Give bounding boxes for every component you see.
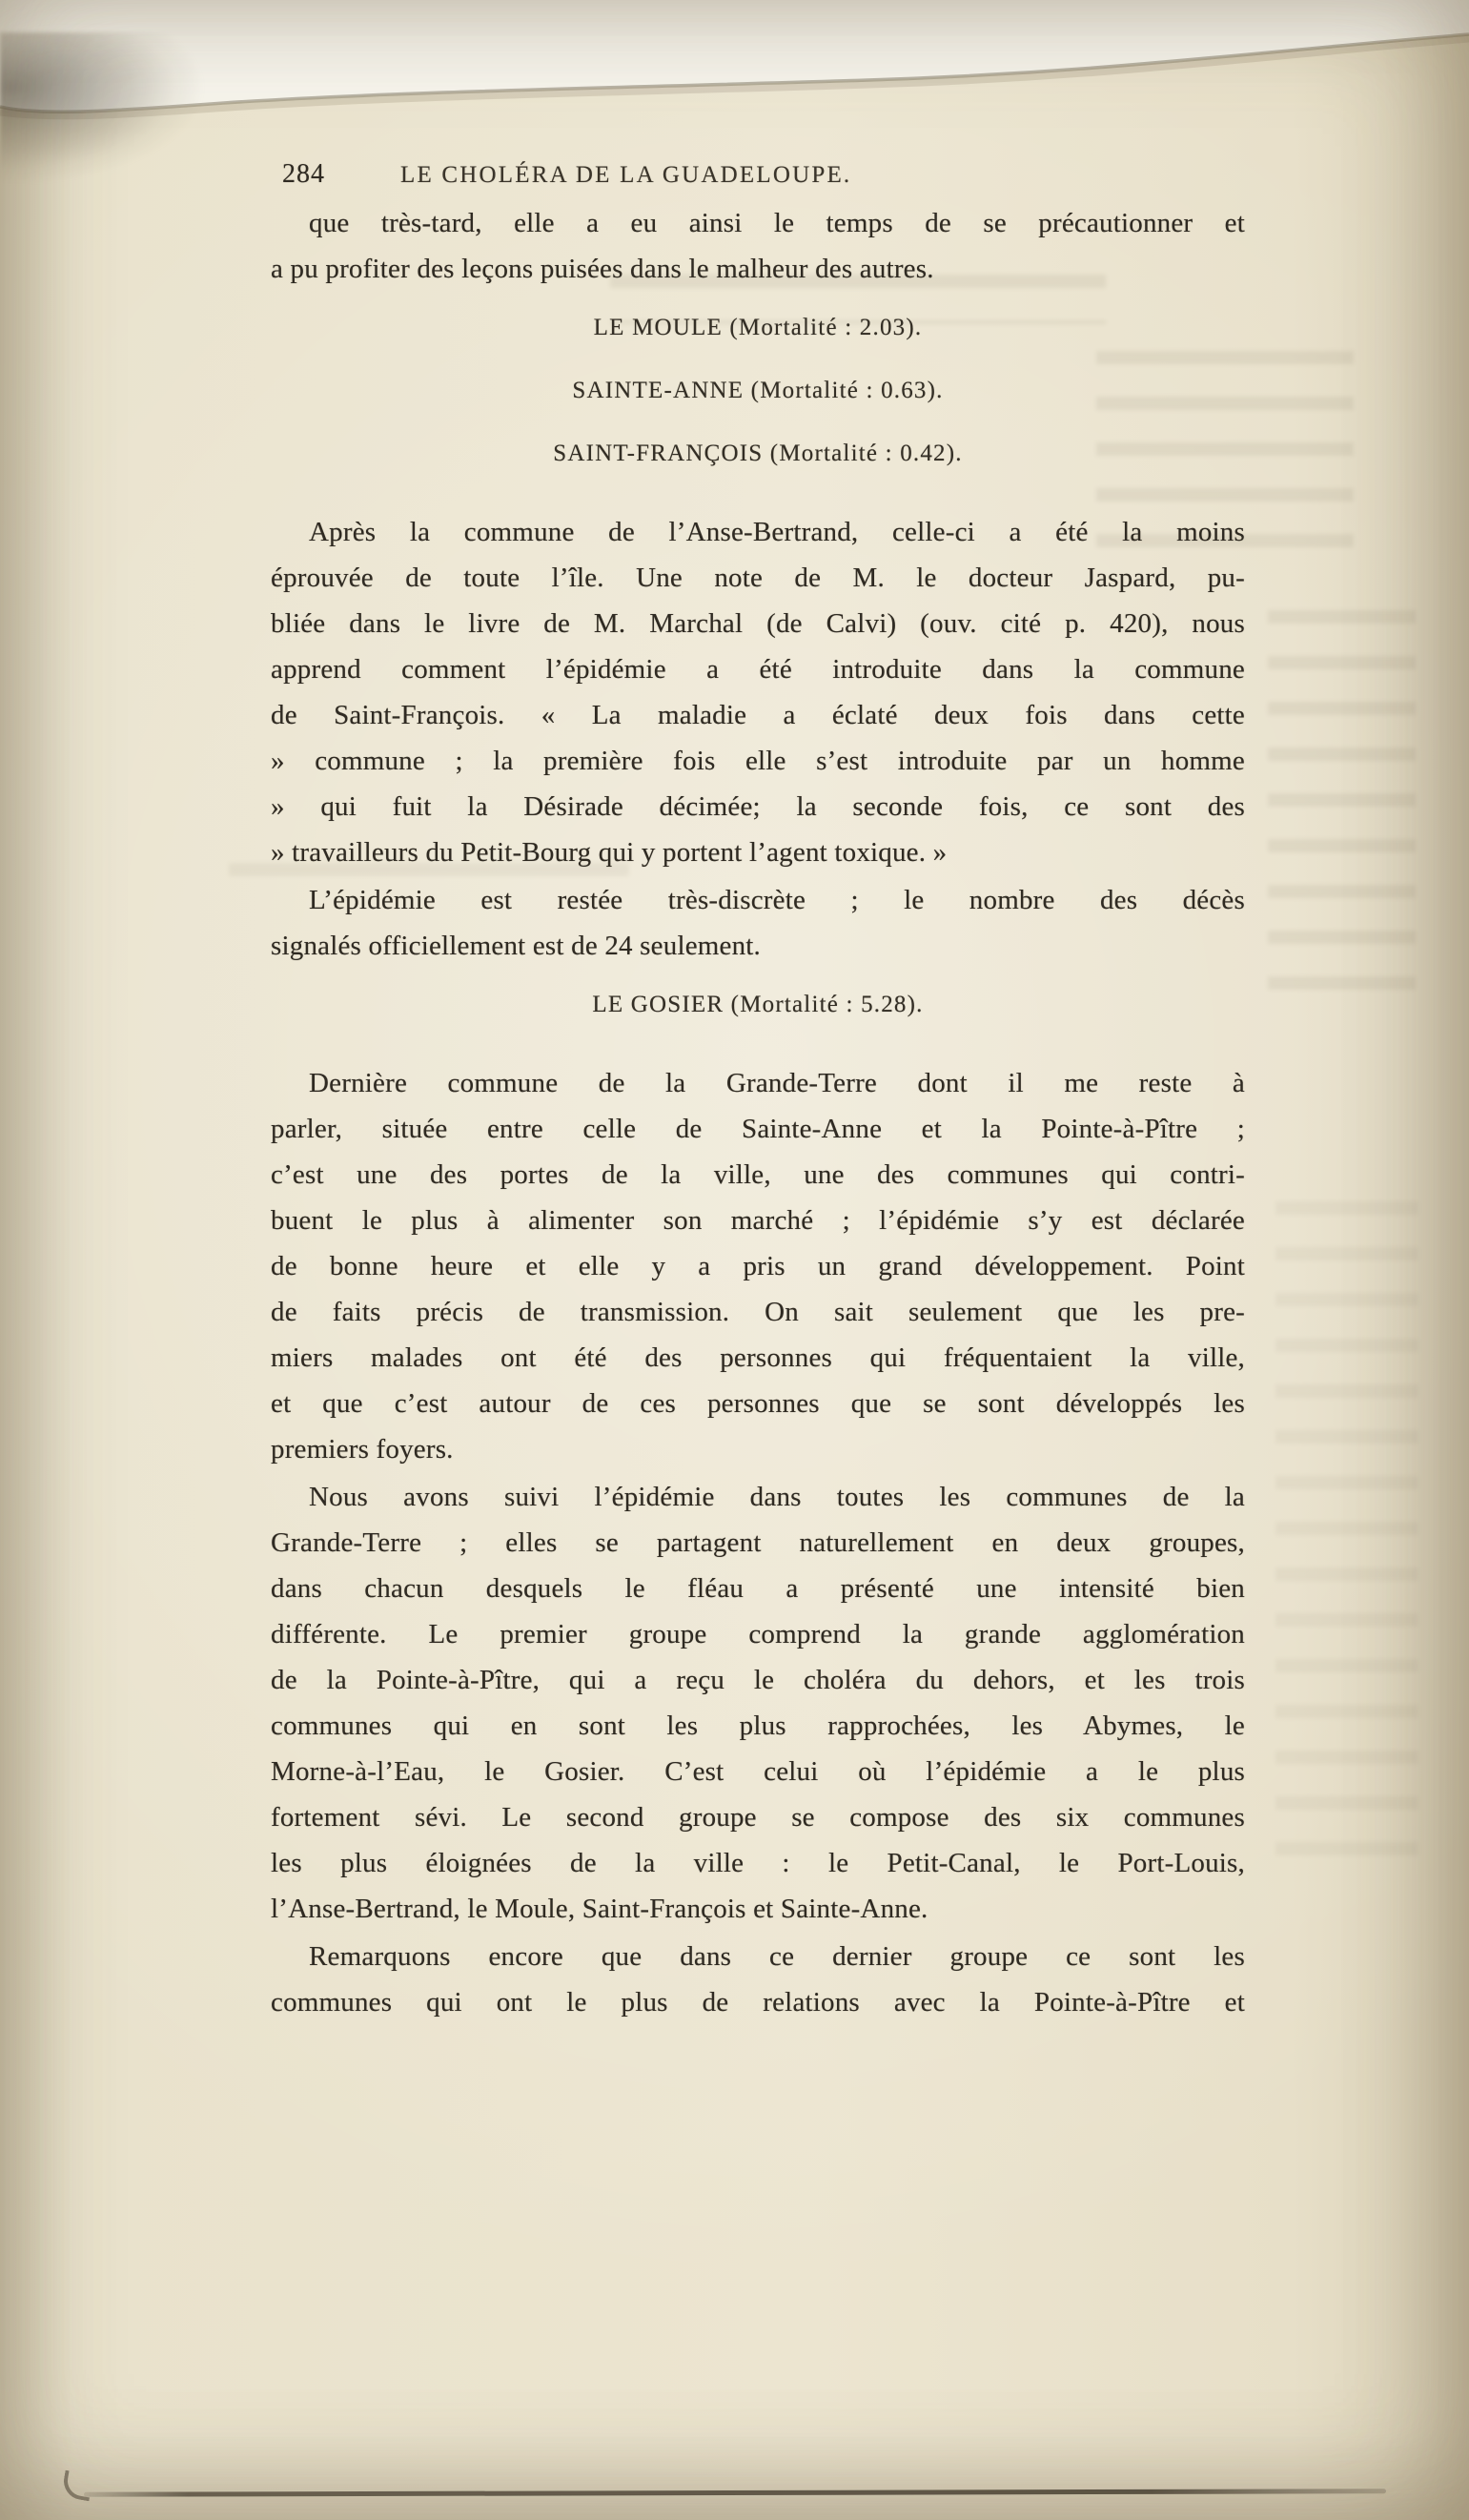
text-line: l’Anse-Bertrand, le Moule, Saint-François et Sainte-Anne. <box>271 1894 928 1924</box>
text-line: les plus éloignées de la ville : le Petit-Canal, le Port-Louis, <box>271 1848 1245 1878</box>
paragraph <box>271 877 1245 969</box>
text-line: signalés officiellement est de 24 seulement. <box>271 931 762 961</box>
text-line: c’est une des portes de la ville, une des communes qui contri- <box>271 1159 1245 1190</box>
text-line: parler, située entre celle de Sainte-Anne et la Pointe-à-Pître ; <box>271 1114 1245 1144</box>
running-head-row <box>271 158 1245 191</box>
text-line: premiers foyers. <box>271 1434 454 1465</box>
paragraph <box>271 1934 1245 2025</box>
text-line: a pu profiter des leçons puisées dans le malheur des autres. <box>271 254 934 284</box>
page-top-edge <box>0 0 1469 143</box>
text-flow <box>271 200 1245 2025</box>
text-line: Nous avons suivi l’épidémie dans toutes les communes de la <box>309 1482 1245 1512</box>
bleed-through-smudge <box>1268 610 1416 1020</box>
section-heading: SAINTE-ANNE (Mortalité : 0.63). <box>572 378 944 403</box>
bottom-edge-curl <box>61 2470 93 2502</box>
text-line: bliée dans le livre de M. Marchal (de Calvi) (ouv. cité p. 420), nous <box>271 608 1245 639</box>
text-line: et que c’est autour de ces personnes que se sont développés les <box>271 1388 1245 1419</box>
text-line: différente. Le premier groupe comprend la grande agglomération <box>271 1619 1245 1649</box>
section-heading: LE MOULE (Mortalité : 2.03). <box>593 315 923 340</box>
text-line: » qui fuit la Désirade décimée; la seconde fois, ce sont des <box>271 791 1245 822</box>
next-page-edge-line <box>84 2489 1386 2497</box>
text-line: communes qui ont le plus de relations avec la Pointe-à-Pître et <box>271 1987 1245 2018</box>
text-line: de bonne heure et elle y a pris un grand développement. Point <box>271 1251 1245 1281</box>
running-header: LE CHOLÉRA DE LA GUADELOUPE. <box>400 162 852 188</box>
text-block <box>271 158 1245 2025</box>
bleed-through-smudge <box>1275 1201 1418 1888</box>
section-heading: SAINT-FRANÇOIS (Mortalité : 0.42). <box>553 440 963 466</box>
text-line: que très-tard, elle a eu ainsi le temps de se précautionner et <box>309 208 1245 238</box>
section-heading: LE GOSIER (Mortalité : 5.28). <box>592 992 924 1017</box>
page-number: 284 <box>282 159 325 189</box>
text-line: miers malades ont été des personnes qui fréquentaient la ville, <box>271 1342 1245 1373</box>
text-line: Morne-à-l’Eau, le Gosier. C’est celui où l’épidémie a le plus <box>271 1756 1245 1787</box>
text-line: apprend comment l’épidémie a été introduite dans la commune <box>271 654 1245 685</box>
text-line: Après la commune de l’Anse-Bertrand, celle-ci a été la moins <box>309 517 1245 547</box>
text-line: buent le plus à alimenter son marché ; l’épidémie s’y est déclarée <box>271 1205 1245 1236</box>
text-line: communes qui en sont les plus rapprochées, les Abymes, le <box>271 1711 1245 1741</box>
paragraph <box>271 1060 1245 1472</box>
text-line: de Saint-François. « La maladie a éclaté deux fois dans cette <box>271 700 1245 730</box>
text-line: éprouvée de toute l’île. Une note de M. le docteur Jaspard, pu- <box>271 563 1245 593</box>
text-line: fortement sévi. Le second groupe se compose des six communes <box>271 1802 1245 1833</box>
paragraph <box>271 509 1245 875</box>
text-line: Grande-Terre ; elles se partagent naturellement en deux groupes, <box>271 1527 1245 1558</box>
text-line: dans chacun desquels le fléau a présenté une intensité bien <box>271 1573 1245 1604</box>
paragraph <box>271 1474 1245 1932</box>
text-line: » travailleurs du Petit-Bourg qui y portent l’agent toxique. » <box>271 837 948 868</box>
text-line: de la Pointe-à-Pître, qui a reçu le choléra du dehors, et les trois <box>271 1665 1245 1695</box>
text-line: de faits précis de transmission. On sait seulement que les pre- <box>271 1297 1245 1327</box>
text-line: L’épidémie est restée très-discrète ; le nombre des décès <box>309 885 1245 915</box>
paragraph <box>271 200 1245 292</box>
text-line: Remarquons encore que dans ce dernier groupe ce sont les <box>309 1941 1245 1972</box>
text-line: » commune ; la première fois elle s’est introduite par un homme <box>271 746 1245 776</box>
text-line: Dernière commune de la Grande-Terre dont il me reste à <box>309 1068 1245 1098</box>
